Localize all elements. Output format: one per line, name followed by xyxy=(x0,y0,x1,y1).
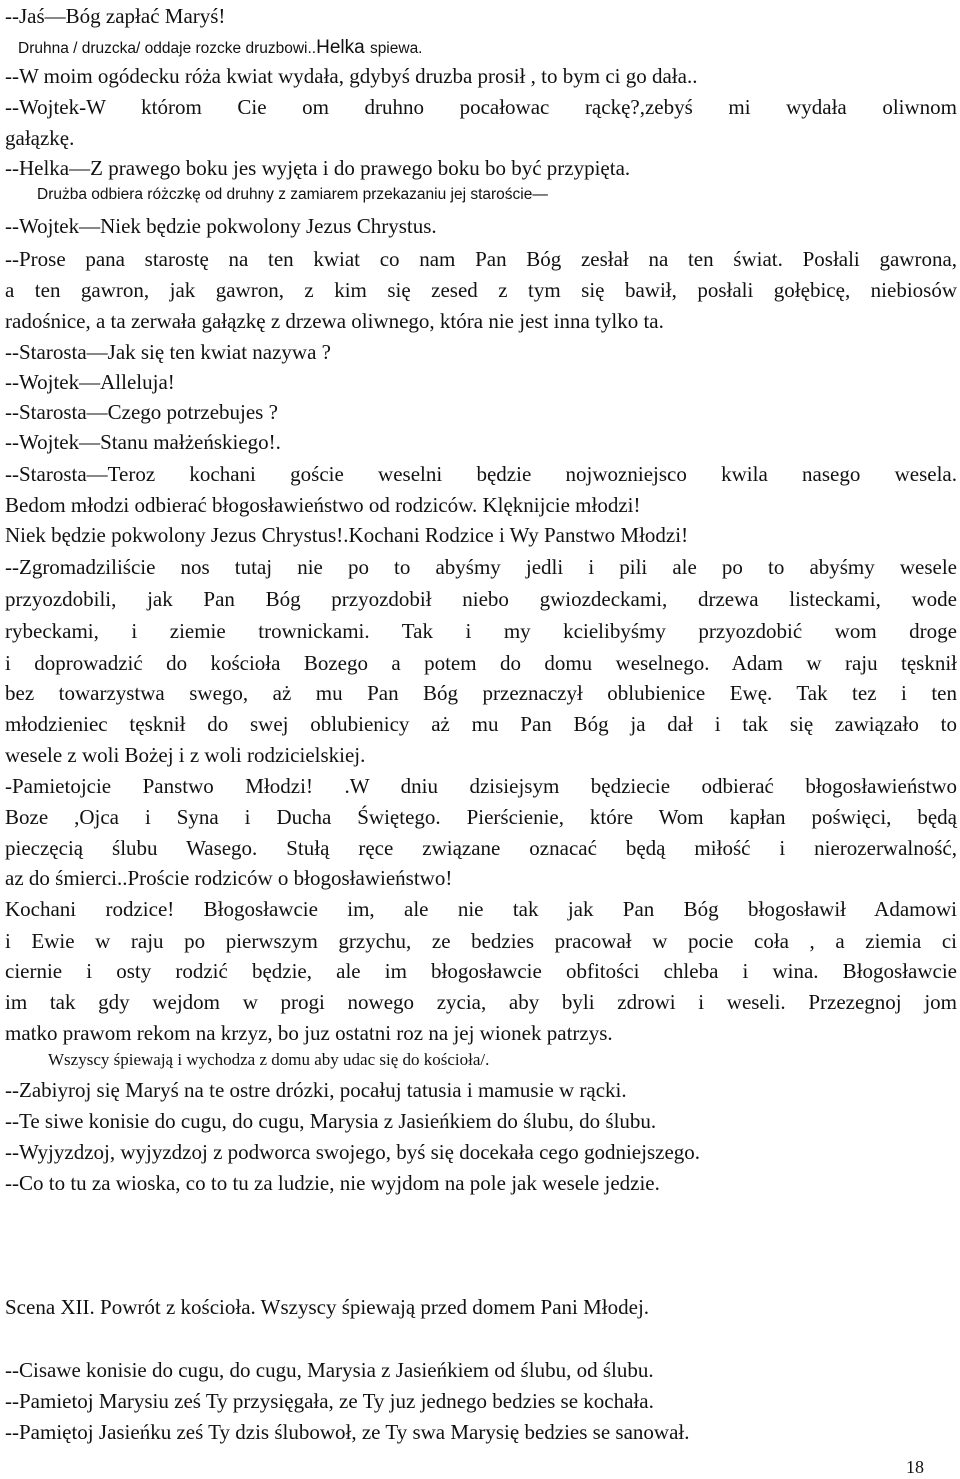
stage-direction: Wszyscy śpiewają i wychodza z domu aby udac się do kościoła/. xyxy=(48,1050,490,1069)
text-line: --Pamietoj Marysiu ześ Ty przysięgała, ze Ty juz jednego bedzies se kochała. xyxy=(5,1389,654,1413)
text-fragment: --Prose pana starostę na ten kwiat co nam Pan Bóg zesłał na ten świat. xyxy=(5,247,783,271)
text-line: --Wojtek—Stanu małżeńskiego!. xyxy=(5,430,281,454)
text-line: --Zgromadziliście nos tutaj nie po to abyśmy jedli i pili ale po to abyśmy wesele xyxy=(5,555,957,579)
text-line: pieczęcią ślubu Wasego. Stułą ręce związane oznacać będą miłość i nierozerwalność, xyxy=(5,836,957,860)
text-line: --Cisawe konisie do cugu, do cugu, Marysia z Jasieńkiem od ślubu, od ślubu. xyxy=(5,1358,654,1382)
text-line: az do śmierci..Proście rodziców o błogosławieństwo! xyxy=(5,866,453,890)
text-line: Kochani rodzice! Błogosławcie im, ale nie tak jak Pan Bóg błogosławił Adamowi xyxy=(5,897,957,921)
text-line: a ten gawron, jak gawron, z kim się zesed z tym się bawił, posłali gołębicę, niebiosów xyxy=(5,278,957,302)
text-line: --Starosta—Czego potrzebujes ? xyxy=(5,400,278,424)
text-line: --Te siwe konisie do cugu, do cugu, Marysia z Jasieńkiem do ślubu, do ślubu. xyxy=(5,1109,657,1133)
text-line: Bedom młodzi odbierać błogosławieństwo od rodziców. Klęknijcie młodzi! xyxy=(5,493,641,517)
text-line: --Wyjyzdzoj, wyjyzdzoj z podworca swojego, byś się docekała cego godniejszego. xyxy=(5,1140,701,1164)
text-line: --W moim ogódecku róża kwiat wydała, gdybyś druzba prosił , to bym ci go dała.. xyxy=(5,64,698,88)
text-line: --Co to tu za wioska, co to tu za ludzie, nie wyjdom na pole jak wesele jedzie. xyxy=(5,1171,660,1195)
text-line: matko prawom rekom na krzyz, bo juz ostatni roz na jej wionek patrzys. xyxy=(5,1021,613,1045)
text-line: im tak gdy wejdom w progi nowego zycia, aby byli zdrowi i weseli. Przezegnoj jom xyxy=(5,990,957,1014)
text-line: -Pamietojcie Panstwo Młodzi! .W dniu dzisiejsym będziecie odbierać błogosławieństwo xyxy=(5,774,957,798)
stage-direction-text: spiewa. xyxy=(369,40,423,57)
text-line: i doprowadzić do kościoła Bozego a potem do domu weselnego. Adam w raju tęsknił xyxy=(5,651,957,675)
text-line: --Jaś—Bóg zapłać Maryś! xyxy=(5,4,226,28)
text-line: --Wojtek—Niek będzie pokwolony Jezus Chrystus. xyxy=(5,214,437,238)
stage-direction: Drużba odbiera różczkę od druhny z zamiarem przekazaniu jej staroście— xyxy=(37,186,548,203)
text-line: rybeckami, i ziemie trownickami. Tak i my kcielibyśmy przyozdobić wom droge xyxy=(5,619,957,643)
text-line: ciernie i osty rodzić będzie, ale im błogosławcie obfitości chleba i wina. Błogosławcie xyxy=(5,959,957,983)
text-line: i Ewie w raju po pierwszym grzychu, ze bedzies pracował w pocie coła , a ziemia ci xyxy=(5,929,957,953)
text-fragment: Posłali gawrona, xyxy=(802,247,958,271)
text-line: --Starosta—Teroz kochani goście weselni będzie nojwozniejsco kwila nasego wesela. xyxy=(5,462,957,486)
text-line: gałązkę. xyxy=(5,126,75,150)
page-number: 18 xyxy=(906,1457,924,1477)
text-line: --Helka—Z prawego boku jes wyjęta i do prawego boku bo być przypięta. xyxy=(5,156,631,180)
text-line: Niek będzie pokwolony Jezus Chrystus!.Kochani Rodzice i Wy Panstwo Młodzi! xyxy=(5,523,689,547)
text-line: --Wojtek-W którom Cie om druhno pocałowac rąckę?,zebyś mi wydała oliwnom xyxy=(5,95,957,119)
stage-direction-text: Druhna / druzcka/ oddaje rozcke druzbowi.. xyxy=(18,40,317,57)
text-line: --Starosta—Jak się ten kwiat nazywa ? xyxy=(5,340,331,364)
text-line: bez towarzystwa swego, aż mu Pan Bóg przeznaczył oblubienice Ewę. Tak tez i ten xyxy=(5,681,957,705)
text-line: Boze ,Ojca i Syna i Ducha Świętego. Pierścienie, które Wom kapłan poświęci, będą xyxy=(5,805,957,829)
text-line: przyozdobili, jak Pan Bóg przyozdobił niebo gwiozdeckami, drzewa listeckami, wode xyxy=(5,587,957,611)
text-line: wesele z woli Bożej i z woli rodzicielskiej. xyxy=(5,743,366,767)
text-line: --Wojtek—Alleluja! xyxy=(5,370,175,394)
text-line: --Zabiyroj się Maryś na te ostre drózki, pocałuj tatusia i mamusie w rącki. xyxy=(5,1078,627,1102)
text-line: --Pamiętoj Jasieńku ześ Ty dzis ślubowoł, ze Ty swa Marysię bedzies se sanował. xyxy=(5,1420,690,1444)
stage-direction xyxy=(18,33,423,61)
text-line xyxy=(5,246,957,272)
text-line: młodzieniec tęsknił do swej oblubienicy aż mu Pan Bóg ja dał i tak się zawiązało to xyxy=(5,712,957,736)
stage-direction-name: Helka xyxy=(316,37,365,58)
scene-heading: Scena XII. Powrót z kościoła. Wszyscy śpiewają przed domem Pani Młodej. xyxy=(5,1295,650,1319)
text-line: radośnice, a ta zerwała gałązkę z drzewa oliwnego, która nie jest inna tylko ta. xyxy=(5,309,664,333)
